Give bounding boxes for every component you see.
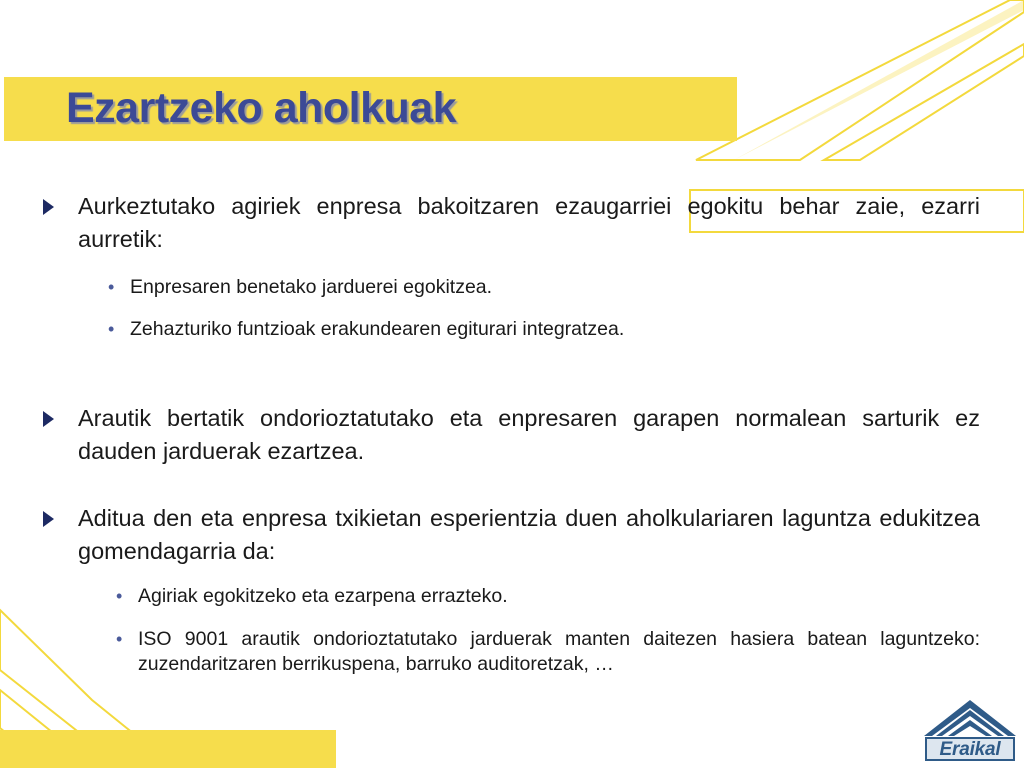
sub-bullet-item: • Agiriak egokitzeko eta ezarpena errazteko. — [138, 584, 980, 609]
bullet-point-text: Arautik bertatik ondorioztatutako eta enpresaren garapen normalean sarturik ez dauden jarduerak ezartzea. — [78, 405, 980, 464]
bullet-point-3 — [40, 502, 980, 568]
eraikal-logo — [922, 696, 1018, 762]
bullet-point-text: Aditua den eta enpresa txikietan esperientzia duen aholkulariaren laguntza edukitzea gomendagarria da: — [78, 505, 980, 564]
sub-list-3 — [138, 584, 980, 677]
bullet-point-text: Aurkeztutako agiriek enpresa bakoitzaren ezaugarriei egokitu behar zaie, ezarri aurretik: — [78, 193, 980, 252]
triangle-right-icon — [43, 199, 54, 215]
sub-list-1 — [130, 275, 980, 342]
triangle-right-icon — [43, 511, 54, 527]
bottom-yellow-band — [0, 730, 336, 768]
sub-bullet-item: • Enpresaren benetako jarduerei egokitzea. — [130, 275, 980, 300]
sub-bullet-item: • ISO 9001 arautik ondorioztatutako jarduerak manten daitezen hasiera batean laguntzeko: zuzendaritzaren berrikuspena, barruko auditoretzak, … — [138, 627, 980, 677]
triangle-right-icon — [43, 411, 54, 427]
page-title: Ezartzeko aholkuak — [66, 84, 457, 132]
bullet-point-1 — [40, 190, 980, 256]
logo-text: Eraikal — [939, 739, 1001, 760]
sub-bullet-item: • Zehazturiko funtzioak erakundearen egiturari integratzea. — [130, 317, 980, 342]
corner-accent — [734, 0, 1024, 160]
bullet-point-2 — [40, 402, 980, 468]
slide-content — [40, 190, 980, 677]
